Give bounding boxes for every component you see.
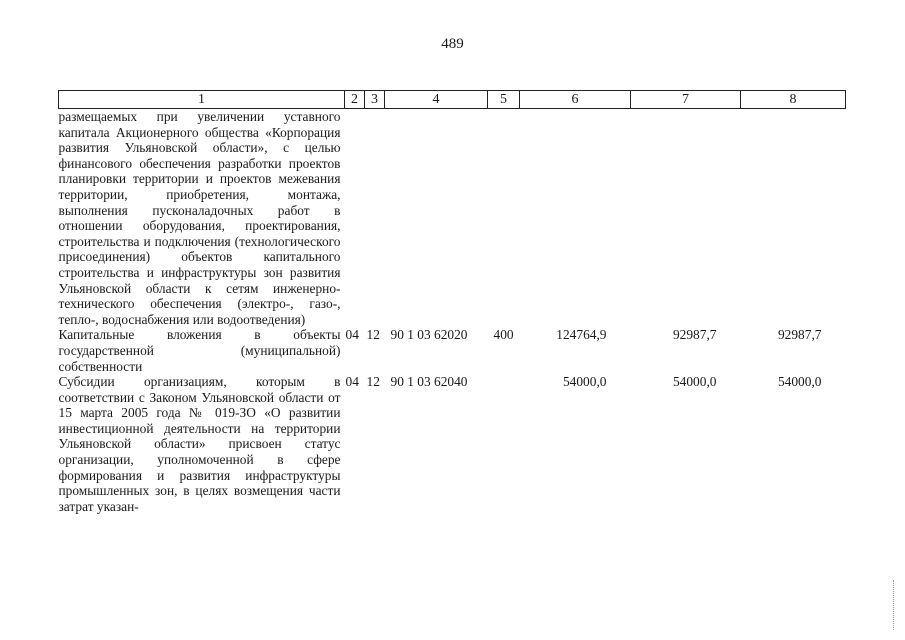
column-header-6: 6 — [520, 91, 631, 109]
row-amount-col8 — [741, 109, 846, 328]
column-header-1: 1 — [59, 91, 345, 109]
row-section — [345, 109, 365, 328]
table-header-row — [59, 91, 846, 109]
row-target-article — [385, 109, 488, 328]
column-header-8: 8 — [741, 91, 846, 109]
row-amount-col7 — [631, 109, 741, 328]
table-row — [59, 374, 846, 514]
row-amount-col8: 92987,7 — [777, 327, 822, 343]
row-expense-type — [488, 374, 520, 514]
column-header-7: 7 — [631, 91, 741, 109]
row-amount-col8: 54000,0 — [777, 374, 822, 390]
row-description: размещаемых при увеличении уставного капитала Акционерного общества «Корпорация развития Ульяновской области», с целью финансового обеспечения разработки проектов планировки территории и проектов межевания территории, приобретения, монтажа, выполнения пусконаладочных работ в отношении оборудования, проектирования, строительства и подключения (технологического присоединения) объектов капитального строительства и инфраструктуры зон развития Ульяновской области к сетям инженерно-технического обеспечения (электро-, газо-, тепло-, водоснабжения или водоотведения) — [58, 109, 341, 327]
column-header-3: 3 — [365, 91, 385, 109]
page-number: 489 — [441, 36, 464, 52]
scan-edge-mark — [893, 580, 897, 630]
column-header-4: 4 — [385, 91, 488, 109]
row-subsection: 12 — [366, 374, 380, 390]
row-amount-col7: 54000,0 — [672, 374, 717, 390]
column-header-5: 5 — [488, 91, 520, 109]
row-expense-type — [488, 109, 520, 328]
table-row — [59, 327, 846, 374]
row-amount-col7: 92987,7 — [672, 327, 717, 343]
column-header-2: 2 — [345, 91, 365, 109]
row-subsection — [365, 109, 385, 328]
row-description: Капитальные вложения в объекты государственной (муниципальной) собственности — [58, 327, 341, 374]
row-target-article: 90 1 03 62040 — [390, 374, 468, 390]
row-amount-col6: 124764,9 — [556, 327, 607, 343]
row-amount-col6 — [520, 109, 631, 328]
row-amount-col6: 54000,0 — [562, 374, 607, 390]
row-target-article: 90 1 03 62020 — [390, 327, 468, 343]
budget-table — [58, 90, 846, 514]
row-description: Субсидии организациям, которым в соответствии с Законом Ульяновской области от 15 марта 2005 года № 019-ЗО «О развитии инвестиционной деятельности на территории Ульяновской области» присвоен статус организации, уполномоченной в сфере формирования и развития инфраструктуры промышленных зон, в целях возмещения части затрат указан- — [58, 374, 341, 514]
row-section: 04 — [345, 327, 359, 343]
row-expense-type: 400 — [493, 327, 514, 343]
table-row — [59, 109, 846, 328]
row-section: 04 — [345, 374, 359, 390]
row-subsection: 12 — [366, 327, 380, 343]
